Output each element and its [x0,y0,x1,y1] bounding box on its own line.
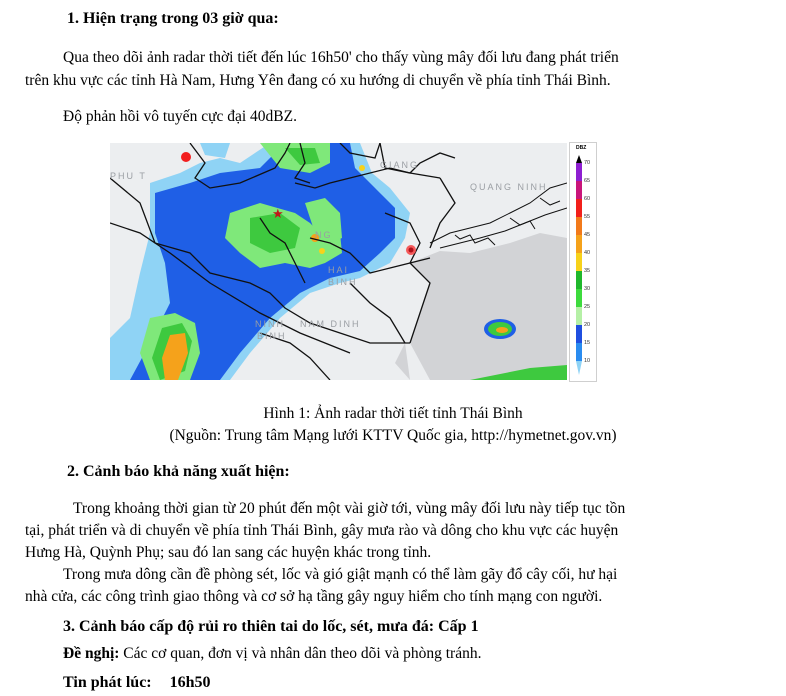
section2-p1-line1: Trong khoảng thời gian từ 20 phút đến một vài giờ tới, vùng mây đối lưu này tiếp tục tồn [73,500,626,517]
section1-paragraph-line1: Qua theo dõi ảnh radar thời tiết đến lúc 16h50' cho thấy vùng mây đối lưu đang phát triển [63,49,619,66]
colorbar-unit: DBZ [576,145,587,151]
radar-map-graphic [110,143,567,380]
figure-caption: Hình 1: Ảnh radar thời tiết tỉnh Thái Bình [263,405,523,422]
section2-p1-line2: tại, phát triển và di chuyển về phía tỉnh Thái Bình, gây mưa rào và dông cho khu vực các huyện [25,522,619,539]
label-binh-2: BINH [257,331,287,341]
section2-heading: 2. Cảnh báo khả năng xuất hiện: [67,463,290,480]
recommendation-label: Đề nghị: [63,645,120,662]
section2-p1-line3: Hưng Hà, Quỳnh Phụ; sau đó lan sang các huyện khác trong tỉnh. [25,544,432,561]
section1-paragraph-line2: trên khu vực các tỉnh Hà Nam, Hưng Yên đang có xu hướng di chuyển về phía tỉnh Thái Bình. [25,72,611,89]
label-nam-dinh: NAM DINH [300,319,361,329]
issued-time [63,674,211,692]
section1-heading: 1. Hiện trạng trong 03 giờ qua: [67,10,279,27]
recommendation-text: Các cơ quan, đơn vị và nhân dân theo dõi và phòng tránh. [119,645,482,662]
label-ninh: NINH [255,319,285,329]
label-thai-1: HAI [328,265,350,275]
label-quang-ninh: QUANG NINH [470,182,548,192]
svg-text:★: ★ [272,207,284,222]
section3-heading: 3. Cảnh báo cấp độ rủi ro thiên tai do lốc, sét, mưa đá: Cấp 1 [63,618,479,635]
section2-p2-line1: Trong mưa dông cần đề phòng sét, lốc và gió giật mạnh có thể làm gãy đổ cây cối, hư hại [63,566,618,583]
colorbar-ticks: 70 65 60 55 45 40 35 30 25 20 15 10 [584,160,591,364]
figure-source: (Nguồn: Trung tâm Mạng lưới KTTV Quốc gia, http://hymetnet.gov.vn) [169,427,617,444]
recommendation [63,645,481,663]
label-phu-tho: PHU T [110,171,147,181]
section2-p2-line2: nhà cửa, các công trình giao thông và cơ sở hạ tầng gây nguy hiểm cho tính mạng con người. [25,588,603,605]
reflectivity-colorbar [569,142,597,382]
label-giang: GIANG [380,160,420,170]
issued-label: Tin phát lúc: [63,674,152,691]
issued-time-value: 16h50 [169,674,211,691]
max-reflectivity-text: Độ phản hồi vô tuyến cực đại 40dBZ. [63,108,297,125]
label-binh-1: BINH [328,277,358,287]
radar-map-image [110,143,567,380]
label-ng: NG [315,230,333,240]
